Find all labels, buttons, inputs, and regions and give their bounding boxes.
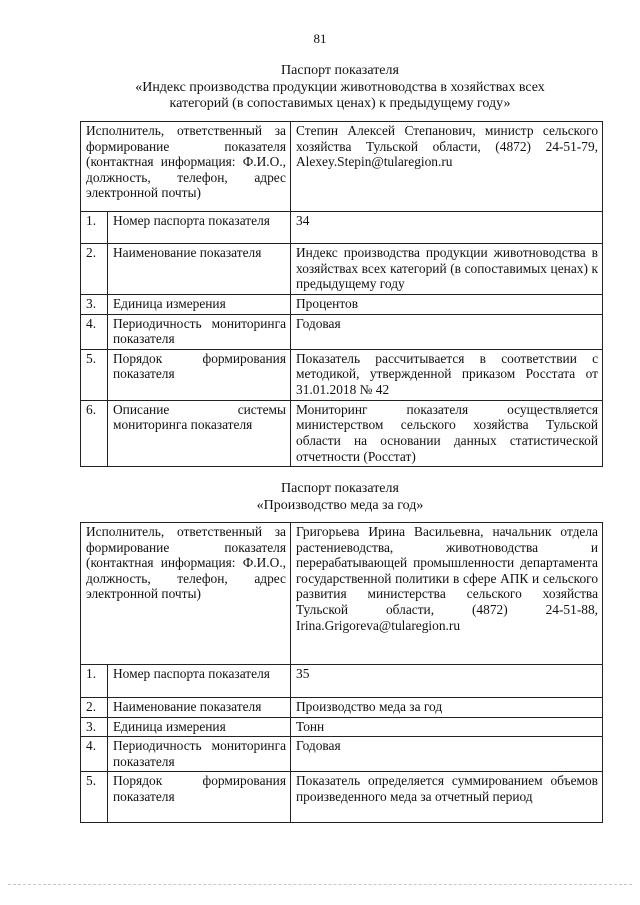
section-2-title-line: «Производство меда за год» — [256, 497, 424, 513]
row-label: Периодичность мониторинга показателя — [108, 314, 291, 349]
row-label: Порядок формирования показателя — [108, 772, 291, 823]
row-value: Производство меда за год — [291, 698, 603, 718]
row-label: Номер паспорта показателя — [108, 212, 291, 244]
row-number: 6. — [81, 400, 108, 466]
section-1-title-line: Паспорт показателя — [281, 63, 399, 78]
section-2-title — [60, 481, 620, 514]
passport-table-2 — [80, 522, 603, 823]
row-label: Описание системы мониторинга показателя — [108, 400, 291, 466]
executor-value: Степин Алексей Степанович, министр сельского хозяйства Тульской области, (4872) 24-51-79, Alexey.Stepin@tularegion.ru — [291, 122, 603, 212]
table-row — [81, 314, 603, 349]
page-number: 81 — [313, 31, 327, 46]
row-number: 3. — [81, 717, 108, 737]
row-value: Годовая — [291, 314, 603, 349]
row-value: Процентов — [291, 295, 603, 315]
row-number: 1. — [81, 212, 108, 244]
section-1-title-line: категорий (в сопоставимых ценах) к предыдущему году» — [169, 96, 511, 111]
row-number: 4. — [81, 314, 108, 349]
passport-table-1 — [80, 121, 603, 467]
table-row — [81, 244, 603, 295]
section-1-title-line: «Индекс производства продукции животноводства в хозяйствах всех — [135, 79, 545, 95]
table-row — [81, 212, 603, 244]
row-label: Периодичность мониторинга показателя — [108, 737, 291, 772]
table-row — [81, 400, 603, 466]
row-number: 1. — [81, 665, 108, 698]
row-value: Показатель рассчитывается в соответствии с методикой, утвержденной приказом Росстата от 31.01.2018 № 42 — [291, 349, 603, 400]
row-label: Номер паспорта показателя — [108, 665, 291, 698]
table-row — [81, 737, 603, 772]
row-label: Наименование показателя — [108, 698, 291, 718]
row-label: Наименование показателя — [108, 244, 291, 295]
row-number: 4. — [81, 737, 108, 772]
executor-label: Исполнитель, ответственный за формирование показателя (контактная информация: Ф.И.О., должность, телефон, адрес электронной почты) — [81, 523, 291, 665]
row-number: 5. — [81, 349, 108, 400]
row-value: Показатель определяется суммированием объемов произведенного меда за отчетный период — [291, 772, 603, 823]
section-2-title-line: Паспорт показателя — [281, 481, 399, 496]
table-row — [81, 717, 603, 737]
table-row — [81, 772, 603, 823]
scan-footer-line — [8, 884, 632, 885]
row-number: 5. — [81, 772, 108, 823]
row-value: Тонн — [291, 717, 603, 737]
row-value: Индекс производства продукции животноводства в хозяйствах всех категорий (в сопоставимых ценах) к предыдущему году — [291, 244, 603, 295]
row-value: Годовая — [291, 737, 603, 772]
row-number: 2. — [81, 698, 108, 718]
row-number: 3. — [81, 295, 108, 315]
row-value: 35 — [291, 665, 603, 698]
row-value: 34 — [291, 212, 603, 244]
row-label: Единица измерения — [108, 717, 291, 737]
table-row — [81, 295, 603, 315]
executor-label: Исполнитель, ответственный за формирование показателя (контактная информация: Ф.И.О., должность, телефон, адрес электронной почты) — [81, 122, 291, 212]
table-row — [81, 523, 603, 665]
section-1-title — [60, 63, 620, 113]
row-label: Единица измерения — [108, 295, 291, 315]
row-value: Мониторинг показателя осуществляется министерством сельского хозяйства Тульской области на основании данных статистической отчетности (Росстат) — [291, 400, 603, 466]
table-row — [81, 122, 603, 212]
table-row — [81, 698, 603, 718]
executor-value: Григорьева Ирина Васильевна, начальник отдела растениеводства, животноводства и перерабатывающей промышленности департамента государственной политики в сфере АПК и сельского развития министерства сельского хозяйства Тульской области, (4872) 24-51-88, Irina.Grigoreva@tularegion.ru — [291, 523, 603, 665]
table-row — [81, 665, 603, 698]
row-label: Порядок формирования показателя — [108, 349, 291, 400]
row-number: 2. — [81, 244, 108, 295]
table-row — [81, 349, 603, 400]
